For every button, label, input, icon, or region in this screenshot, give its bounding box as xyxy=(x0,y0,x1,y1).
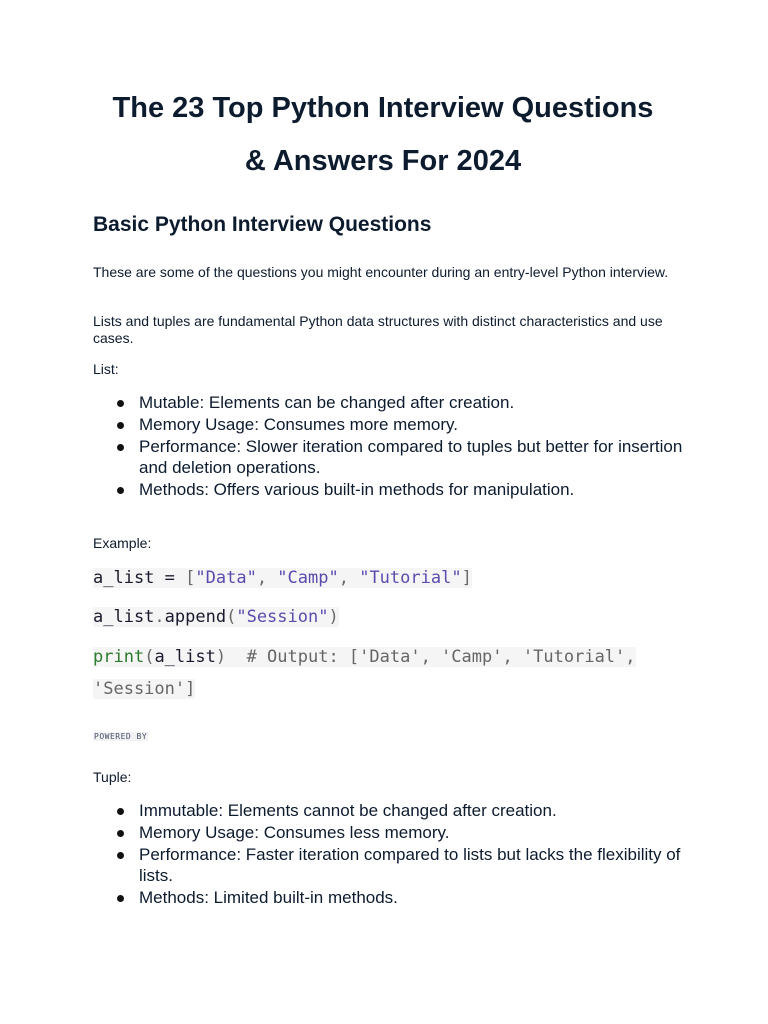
example-label: Example: xyxy=(93,535,152,551)
list-item xyxy=(93,414,683,435)
code-line-2-content xyxy=(93,607,339,627)
tuple-item-text: Methods: Limited built-in methods. xyxy=(139,888,398,907)
code-line-3 xyxy=(93,641,636,705)
list-item-text: Memory Usage: Consumes more memory. xyxy=(139,415,458,434)
code-bracket-open: [ xyxy=(185,568,196,588)
code-line-1 xyxy=(93,562,472,594)
lists-tuples-paragraph: Lists and tuples are fundamental Python data structures with distinct characteristics and use cases. xyxy=(93,313,663,346)
code-paren-open: ( xyxy=(226,607,237,627)
code-comment: # Output: ['Data', 'Camp', 'Tutorial', xyxy=(226,647,636,667)
tuple-item-text: Memory Usage: Consumes less memory. xyxy=(139,823,450,842)
bullet-icon xyxy=(117,830,124,837)
code-paren-open: ( xyxy=(144,647,155,667)
code-line-1-content xyxy=(93,568,472,588)
code-string: "Camp" xyxy=(277,568,339,588)
code-paren-close: ) xyxy=(328,607,339,627)
page-title xyxy=(93,82,673,188)
tuple-item-text: Immutable: Elements cannot be changed after creation. xyxy=(139,801,557,820)
code-variable: a_list xyxy=(93,568,155,588)
code-builtin: print xyxy=(93,647,145,667)
code-paren-close: ) xyxy=(215,647,227,667)
section-heading: Basic Python Interview Questions xyxy=(93,213,432,236)
list-item xyxy=(93,436,683,478)
bullet-icon xyxy=(117,895,124,902)
code-bracket-close: ] xyxy=(461,568,472,588)
code-line-2 xyxy=(93,601,339,633)
bullet-icon xyxy=(117,444,124,451)
code-comment-continued: 'Session'] xyxy=(93,679,196,699)
tuple-label: Tuple: xyxy=(93,769,132,785)
code-comma: , xyxy=(338,568,360,588)
code-string: "Data" xyxy=(195,568,257,588)
list-item-text: Performance: Slower iteration compared to tuples but better for insertion and deletion operations. xyxy=(139,437,683,477)
tuple-item xyxy=(93,800,683,821)
tuple-bullets xyxy=(93,800,683,909)
bullet-icon xyxy=(117,422,124,429)
list-item-text: Methods: Offers various built-in methods for manipulation. xyxy=(139,480,575,499)
tuple-item xyxy=(93,887,683,908)
code-dot: . xyxy=(154,607,165,627)
list-item-text: Mutable: Elements can be changed after creation. xyxy=(139,393,515,412)
code-string: "Tutorial" xyxy=(359,568,462,588)
title-line-2: & Answers For 2024 xyxy=(244,145,522,177)
code-method: append xyxy=(164,607,227,627)
list-bullets xyxy=(93,392,683,501)
bullet-icon xyxy=(117,400,124,407)
code-operator: = xyxy=(154,568,186,588)
tuple-item xyxy=(93,822,683,843)
list-label: List: xyxy=(93,361,119,377)
intro-paragraph: These are some of the questions you might encounter during an entry-level Python interview. xyxy=(93,264,669,280)
tuple-item-text: Performance: Faster iteration compared to lists but lacks the flexibility of lists. xyxy=(139,845,681,885)
code-comma: , xyxy=(256,568,278,588)
code-variable: a_list xyxy=(93,607,155,627)
bullet-icon xyxy=(117,487,124,494)
code-variable: a_list xyxy=(154,647,216,667)
list-item xyxy=(93,392,683,413)
code-line-3-content xyxy=(93,647,636,667)
list-item xyxy=(93,479,683,500)
bullet-icon xyxy=(117,852,124,859)
code-string: "Session" xyxy=(236,607,329,627)
title-line-1: The 23 Top Python Interview Questions xyxy=(112,92,654,124)
bullet-icon xyxy=(117,808,124,815)
tuple-item xyxy=(93,844,683,886)
powered-by-label: POWERED BY xyxy=(94,732,148,741)
